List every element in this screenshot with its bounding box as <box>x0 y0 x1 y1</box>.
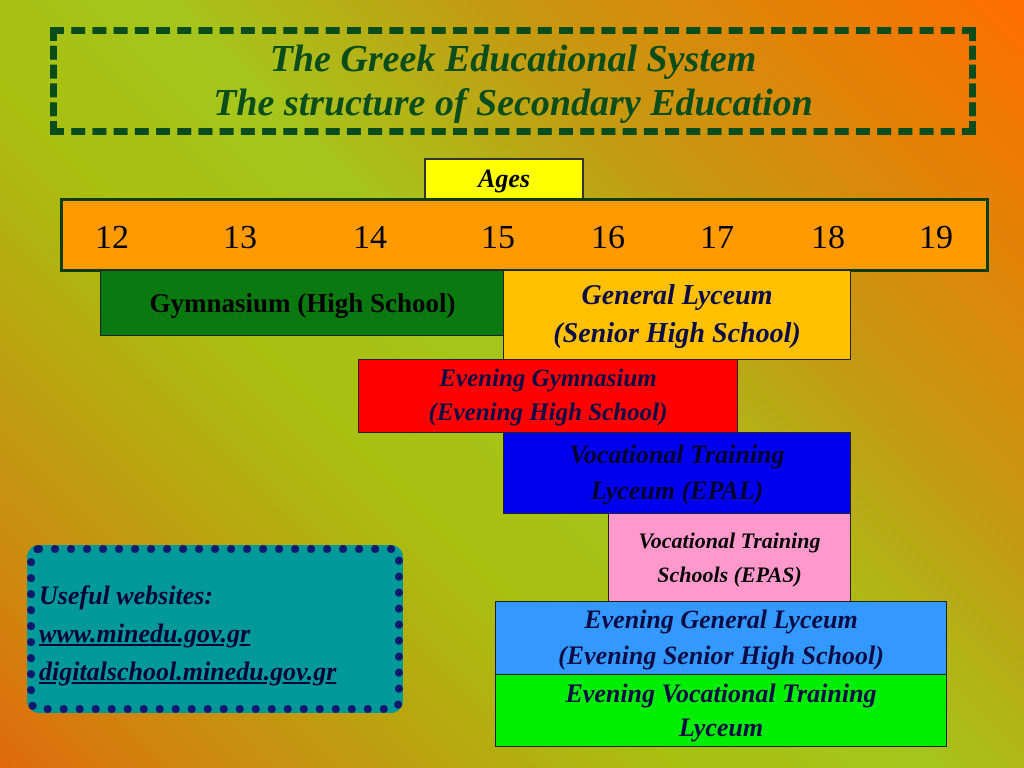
age-13: 13 <box>223 219 257 256</box>
gymnasium-block <box>100 270 505 336</box>
epal-label: Vocational Training <box>569 440 785 469</box>
evening-vocational-sublabel: Lyceum <box>678 712 764 742</box>
evening-gymnasium-block <box>358 359 738 433</box>
evening-gymnasium-label: Evening Gymnasium <box>439 365 657 392</box>
gymnasium-label: Gymnasium (High School) <box>149 287 456 318</box>
evening-general-lyceum-label: Evening General Lyceum <box>584 605 858 634</box>
general-lyceum-block <box>503 270 851 360</box>
epas-sublabel: Schools (EPAS) <box>657 562 802 587</box>
epas-block <box>608 513 851 603</box>
epas-label: Vocational Training <box>638 528 821 553</box>
age-bar <box>60 198 989 272</box>
minedu-link[interactable]: www.minedu.gov.gr <box>39 619 251 648</box>
websites-heading: Useful websites: <box>39 581 214 610</box>
epal-block <box>503 432 851 514</box>
general-lyceum-sublabel: (Senior High School) <box>553 318 801 349</box>
age-19: 19 <box>919 219 953 256</box>
evening-gymnasium-sublabel: (Evening High School) <box>428 399 668 426</box>
evening-general-lyceum-sublabel: (Evening Senior High School) <box>558 641 884 670</box>
age-15: 15 <box>481 219 515 256</box>
age-14: 14 <box>353 219 387 256</box>
evening-general-lyceum-block <box>495 601 947 675</box>
evening-vocational-block <box>495 674 947 747</box>
age-16: 16 <box>591 219 625 256</box>
digitalschool-link[interactable]: digitalschool.minedu.gov.gr <box>39 657 337 686</box>
age-17: 17 <box>700 219 734 256</box>
age-12: 12 <box>95 219 129 256</box>
page-title: The Greek Educational System <box>269 38 757 80</box>
title-box <box>50 27 976 135</box>
useful-websites-box <box>27 545 403 713</box>
general-lyceum-label: General Lyceum <box>581 280 773 311</box>
page-subtitle: The structure of Secondary Education <box>213 82 813 124</box>
evening-vocational-label: Evening Vocational Training <box>565 678 877 708</box>
ages-label: Ages <box>424 158 584 200</box>
epal-sublabel: Lyceum (EPAL) <box>590 476 764 505</box>
age-18: 18 <box>811 219 845 256</box>
